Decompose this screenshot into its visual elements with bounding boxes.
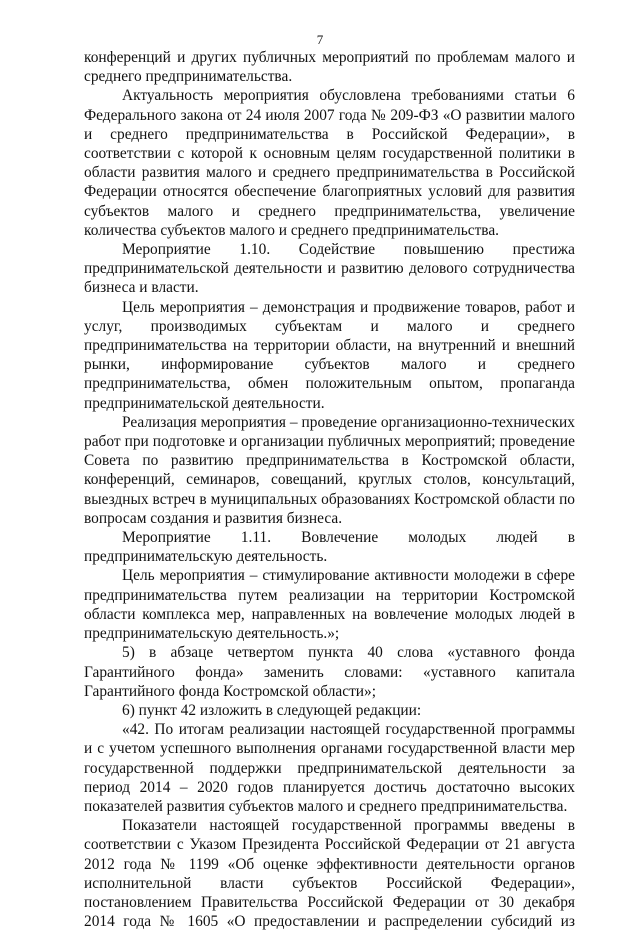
paragraph: Мероприятие 1.10. Содействие повышению престижа предпринимательской деятельности и развитию делового сотрудничества бизнеса и власти. xyxy=(84,241,575,297)
paragraph: Цель мероприятия – стимулирование активности молодежи в сфере предпринимательства путем реализации на территории Костромской области комплекса мер, направленных на вовлечение молодых людей в предпринимательскую деятельность.»; xyxy=(84,567,575,643)
paragraph: Актуальность мероприятия обусловлена требованиями статьи 6 Федерального закона от 24 июля 2007 года № 209-ФЗ «О развитии малого и среднего предпринимательства в Российской Федерации», в соответствии с которой к основным целям государственной политики в области развития малого и среднего предпринимательства в Российской Федерации относятся обеспечение благоприятных условий для развития субъектов малого и среднего предпринимательства, увеличение количества субъектов малого и среднего предпринимательства. xyxy=(84,87,575,239)
page-number: 7 xyxy=(316,32,324,47)
paragraph: 5) в абзаце четвертом пункта 40 слова «уставного фонда Гарантийного фонда» заменить словами: «уставного капитала Гарантийного фонда Костромской области»; xyxy=(84,644,575,700)
paragraph: 6) пункт 42 изложить в следующей редакции: xyxy=(122,701,422,719)
paragraph: Реализация мероприятия – проведение организационно-технических работ при подготовке и организации публичных мероприятий; проведение Совета по развитию предпринимательства в Костромской области, конференций, семинаров, совещаний, круглых столов, консультаций, выездных встреч в муниципальных образованиях Костромской области по вопросам создания и развития бизнеса. xyxy=(84,413,575,527)
paragraph: «42. По итогам реализации настоящей государственной программы и с учетом успешного выполнения органами государственной власти мер государственной поддержки предпринимательской деятельности за период 2014 – 2020 годов планируется достичь достаточно высоких показателей развития субъектов малого и среднего предпринимательства. xyxy=(84,721,575,815)
paragraph: Мероприятие 1.11. Вовлечение молодых людей в предпринимательскую деятельность. xyxy=(84,529,575,566)
paragraph: Цель мероприятия – демонстрация и продвижение товаров, работ и услуг, производимых субъектам и малого и среднего предпринимательства на территории области, на внутренний и внешний рынки, информирование субъектов малого и среднего предпринимательства, обмен положительным опытом, пропаганда предпринимательской деятельности. xyxy=(84,298,575,412)
paragraph: конференций и других публичных мероприятий по проблемам малого и среднего предпринимательства. xyxy=(84,49,575,86)
body-text xyxy=(84,48,575,931)
paragraph: Показатели настоящей государственной программы введены в соответствии с Указом Президента Российской Федерации от 21 августа 2012 года № 1199 «Об оценке эффективности деятельности органов исполнительной власти субъектов Российской Федерации», постановлением Правительства Российской Федерации от 30 декабря 2014 года № 1605 «О предоставлении и распределении субсидий из xyxy=(84,817,575,931)
